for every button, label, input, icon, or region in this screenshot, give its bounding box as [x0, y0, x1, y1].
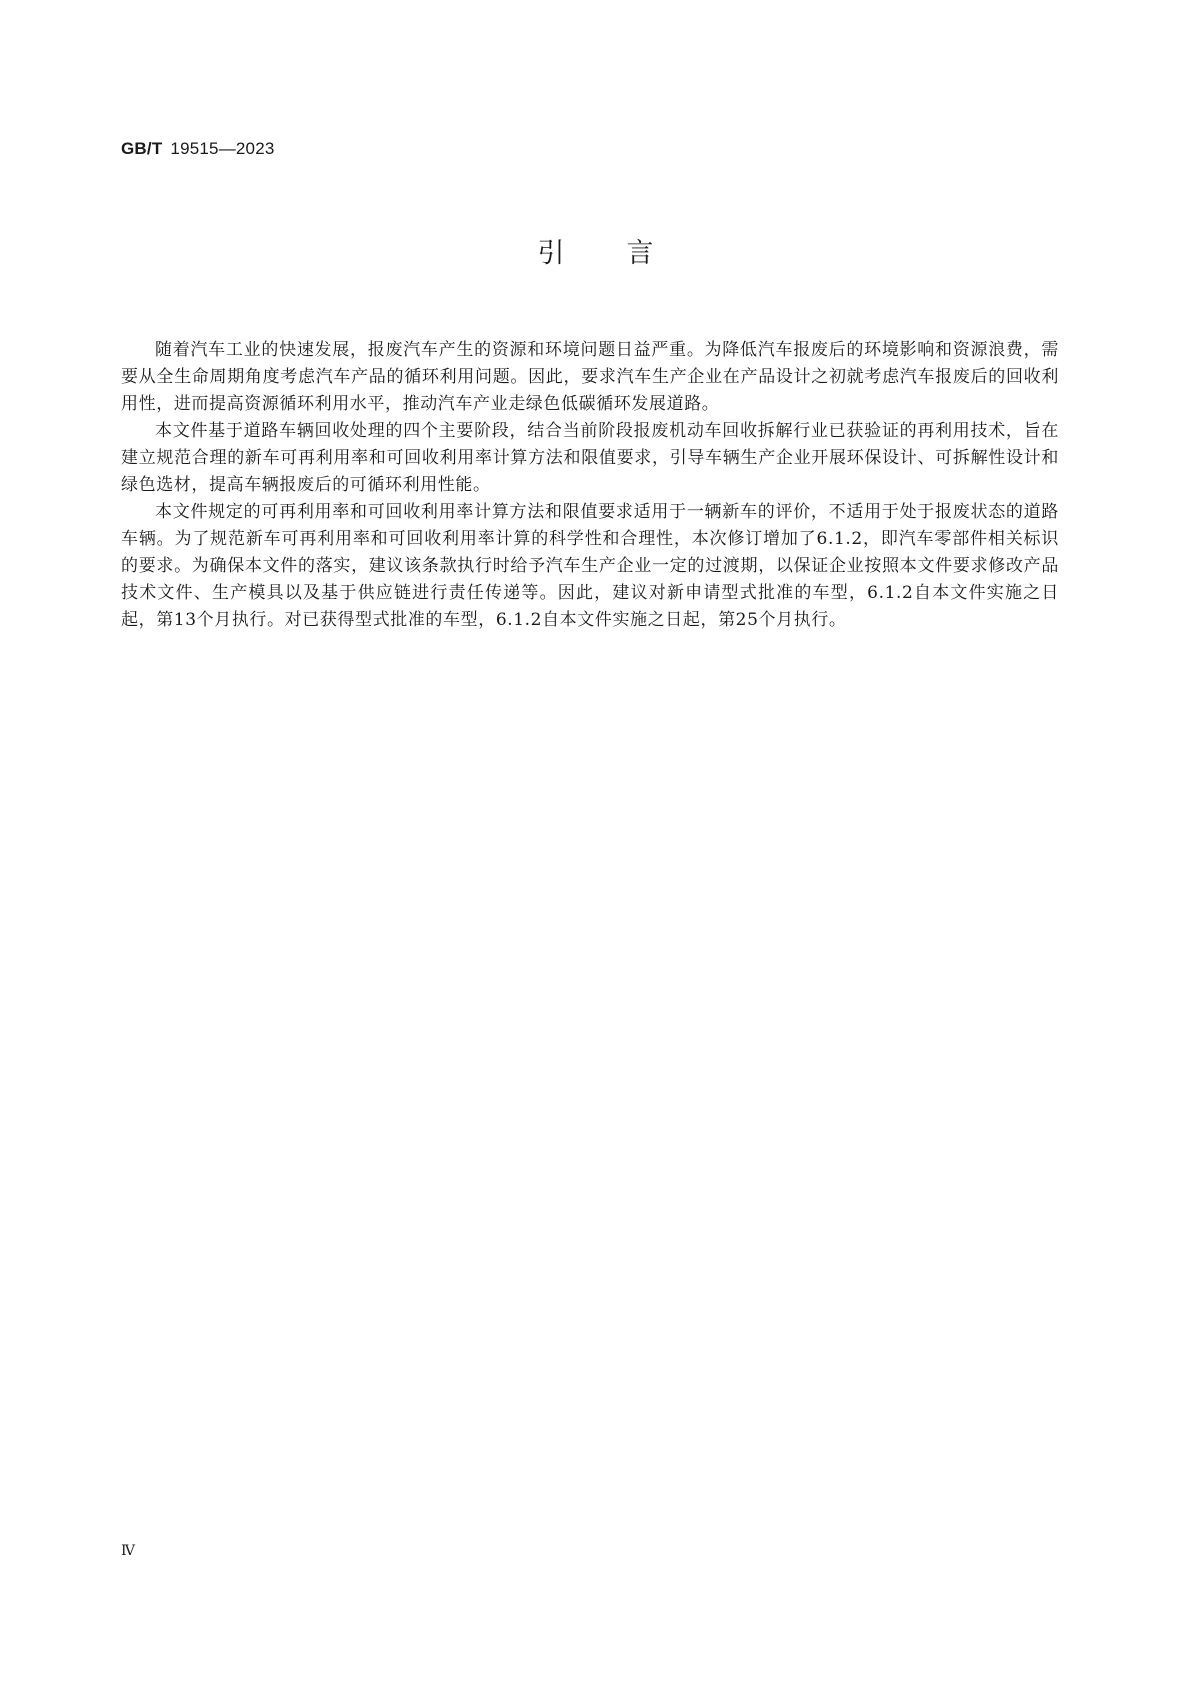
- introduction-body: [121, 337, 1059, 634]
- paragraph-1: 随着汽车工业的快速发展，报废汽车产生的资源和环境问题日益严重。为降低汽车报废后的环境影响和资源浪费，需要从全生命周期角度考虑汽车产品的循环利用问题。因此，要求汽车生产企业在产品设计之初就考虑汽车报废后的回收利用性，进而提高资源循环利用水平，推动汽车产业走绿色低碳循环发展道路。: [121, 340, 1059, 414]
- standard-prefix: GB/T: [121, 139, 163, 158]
- page-number: Ⅳ: [121, 1543, 135, 1559]
- document-header: [121, 139, 275, 159]
- paragraph-2: 本文件基于道路车辆回收处理的四个主要阶段，结合当前阶段报废机动车回收拆解行业已获验证的再利用技术，旨在建立规范合理的新车可再利用率和可回收利用率计算方法和限值要求，引导车辆生产企业开展环保设计、可拆解性设计和绿色选材，提高车辆报废后的可循环利用性能。: [121, 421, 1059, 495]
- standard-number: 19515—2023: [170, 139, 275, 158]
- page-title: 引言: [537, 238, 716, 269]
- paragraph-3: 本文件规定的可再利用率和可回收利用率计算方法和限值要求适用于一辆新车的评价，不适用于处于报废状态的道路车辆。为了规范新车可再利用率和可回收利用率计算的科学性和合理性，本次修订增加了6.1.2，即汽车零部件相关标识的要求。为确保本文件的落实，建议该条款执行时给予汽车生产企业一定的过渡期，以保证企业按照本文件要求修改产品技术文件、生产模具以及基于供应链进行责任传递等。因此，建议对新申请型式批准的车型，6.1.2自本文件实施之日起，第13个月执行。对已获得型式批准的车型，6.1.2自本文件实施之日起，第25个月执行。: [121, 502, 1059, 630]
